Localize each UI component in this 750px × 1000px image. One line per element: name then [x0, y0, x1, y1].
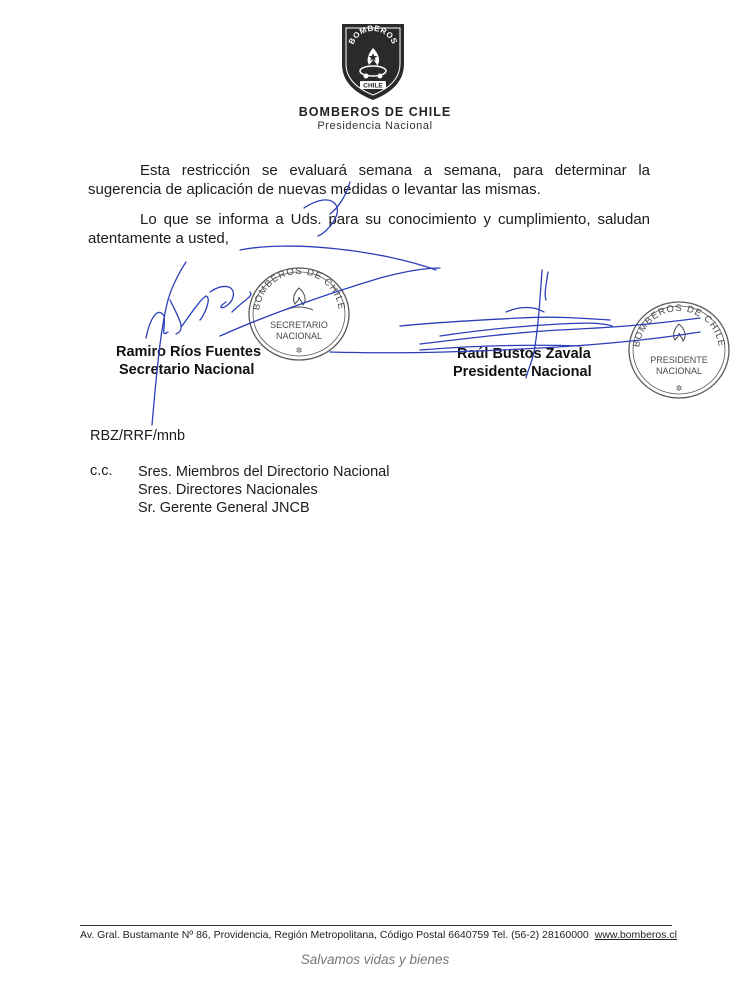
signatory-left-name: Ramiro Ríos Fuentes	[116, 344, 262, 360]
president-stamp-inner-1: PRESIDENTE	[650, 355, 708, 365]
org-name: BOMBEROS DE CHILE	[298, 105, 452, 119]
secretary-stamp	[245, 262, 353, 362]
signatory-right-title: Presidente Nacional	[453, 364, 592, 380]
president-stamp-inner-2: NACIONAL	[655, 366, 703, 376]
cc-recipient: Sres. Directores Nacionales	[138, 482, 318, 498]
footer-address-text: Av. Gral. Bustamante Nº 86, Providencia, Región Metropolitana, Código Postal 6640759 Tel. (56-2) 28160000	[80, 929, 589, 941]
secretary-stamp-ring-text: BOMBEROS DE CHILE	[251, 265, 347, 312]
president-stamp	[626, 297, 732, 401]
footer-website-link[interactable]: www.bomberos.cl	[594, 929, 678, 941]
cc-label: c.c.	[90, 463, 113, 479]
cc-recipient: Sr. Gerente General JNCB	[138, 500, 310, 516]
crest-top-text: BOMBEROS	[346, 23, 400, 46]
secretary-stamp-inner-1: SECRETARIO	[270, 320, 328, 330]
signatory-left-title: Secretario Nacional	[119, 362, 255, 378]
footer-address	[80, 929, 677, 941]
reference-initials: RBZ/RRF/mnb	[90, 428, 186, 444]
signatory-right-name: Raúl Bustos Zavala	[457, 346, 591, 362]
org-subtitle: Presidencia Nacional	[317, 120, 433, 132]
body-paragraph-2: Lo que se informa a Uds. para su conocimiento y cumplimiento, saludan atentamente a usted,	[88, 211, 650, 247]
svg-text:✲: ✲	[295, 346, 303, 355]
cc-recipient: Sres. Miembros del Directorio Nacional	[138, 464, 390, 480]
footer-divider	[80, 925, 672, 926]
president-stamp-ring-text: BOMBEROS DE CHILE	[631, 302, 727, 349]
crest-bottom-text: CHILE	[363, 82, 383, 90]
bomberos-crest-logo	[338, 18, 408, 102]
footer-motto: Salvamos vidas y bienes	[300, 952, 450, 967]
secretary-stamp-inner-2: NACIONAL	[275, 331, 323, 341]
svg-text:✲: ✲	[675, 384, 683, 393]
svg-text:BOMBEROS DE CHILE	[631, 303, 727, 348]
body-paragraph-1: Esta restricción se evaluará semana a semana, para determinar la sugerencia de aplicación de nuevas medidas o levantar las mismas.	[88, 162, 650, 198]
